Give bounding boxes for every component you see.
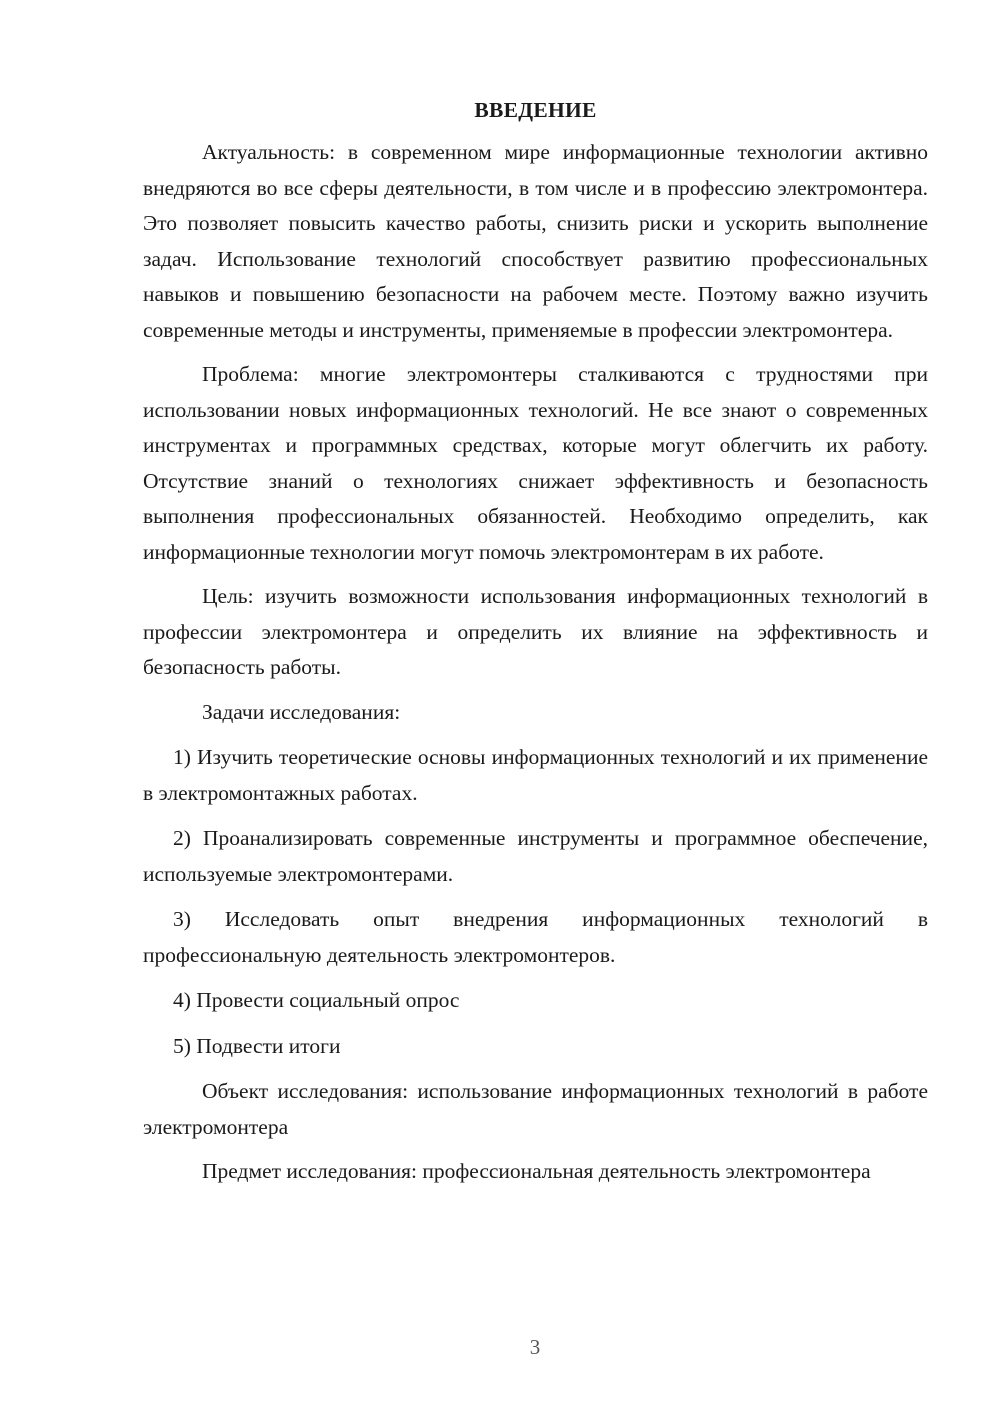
paragraph-problem: Проблема: многие электромонтеры сталкиваются с трудностями при использовании новых информационных технологий. Не все знают о современных инструментах и программных средствах, которые могут облегчить их работу. Отсутствие знаний о технологиях снижает эффективность и безопасность выполнения профессиональных обязанностей. Необходимо определить, как информационные технологии могут помочь электромонтерам в их работе. [143,362,928,564]
page-title: ВВЕДЕНИЕ [474,98,597,122]
paragraph-relevance: Актуальность: в современном мире информационные технологии активно внедряются во все сферы деятельности, в том числе и в профессию электромонтера. Это позволяет повысить качество работы, снизить риски и ускорить выполнение задач. Использование технологий способствует развитию профессиональных навыков и повышению безопасности на рабочем месте. Поэтому важно изучить современные методы и инструменты, применяемые в профессии электромонтера. [143,140,928,342]
list-item: 4) Провести социальный опрос [173,988,460,1012]
list-item: 5) Подвести итоги [173,1033,341,1058]
list-item: 1) Изучить теоретические основы информационных технологий и их применение в электромонтажных работах. [143,745,928,805]
paragraph-object: Объект исследования: использование информационных технологий в работе электромонтера [143,1079,928,1139]
paragraph-subject: Предмет исследования: профессиональная деятельность электромонтера [202,1159,871,1183]
list-item: 3) Исследовать опыт внедрения информационных технологий в профессиональную деятельность электромонтеров. [143,907,928,967]
tasks-list [143,740,928,1064]
tasks-heading: Задачи исследования: [202,699,401,724]
document-page [143,92,928,1199]
paragraph-goal: Цель: изучить возможности использования информационных технологий в профессии электромонтера и определить их влияние на эффективность и безопасность работы. [143,584,928,679]
list-item: 2) Проанализировать современные инструменты и программное обеспечение, используемые электромонтерами. [143,826,928,886]
page-number: 3 [529,1335,541,1359]
